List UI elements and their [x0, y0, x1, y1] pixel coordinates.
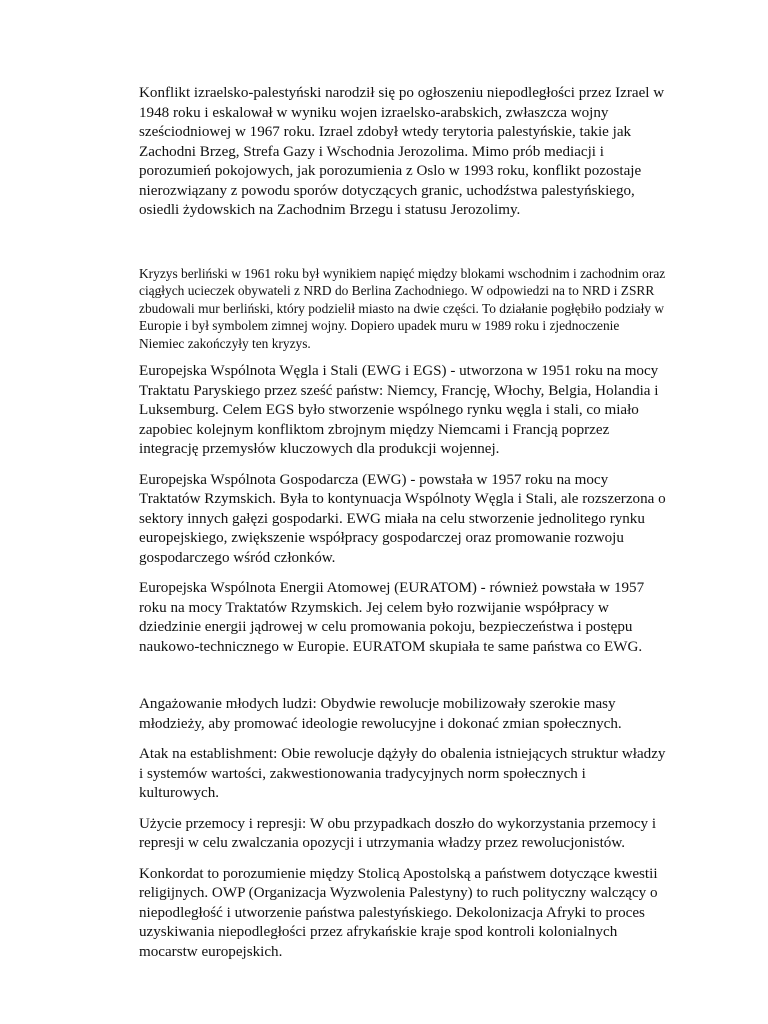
paragraph-attack-on-establishment: Atak na establishment: Obie rewolucje dążyły do obalenia istniejących struktur władzy i systemów wartości, zakwestionowania tradycyjnych norm społecznych i kulturowych.: [139, 746, 666, 801]
paragraph-euratom: Europejska Wspólnota Energii Atomowej (EURATOM) - również powstała w 1957 roku na mocy Traktatów Rzymskich. Jej celem było rozwijanie współpracy w dziedzinie energii jądrowej w celu promowania pokoju, bezpieczeństwa i postępu naukowo-technicznego w Europie. EURATOM skupiała te same państwa co EWG.: [139, 580, 645, 655]
paragraph-ecsc: Europejska Wspólnota Węgla i Stali (EWG i EGS) - utworzona w 1951 roku na mocy Traktatu Paryskiego przez sześć państw: Niemcy, Francję, Włochy, Belgia, Holandia i Luksemburg. Celem EGS było stworzenie wspólnego rynku węgla i stali, co miało zapobiec kolejnym konfliktom zbrojnym między Niemcami i Francją poprzez integrację przemysłów kluczowych dla produkcji wojennej.: [139, 363, 659, 457]
paragraph-youth-engagement: Angażowanie młodych ludzi: Obydwie rewolucje mobilizowały szerokie masy młodzieży, aby promować ideologie rewolucyjne i dokonać zmian społecznych.: [139, 696, 622, 732]
paragraph-violence-and-repression: Użycie przemocy i represji: W obu przypadkach doszło do wykorzystania przemocy i represji w celu zwalczania opozycji i utrzymania władzy przez rewolucjonistów.: [139, 815, 657, 851]
paragraph-israeli-palestinian-conflict: Konflikt izraelsko-palestyński narodził się po ogłoszeniu niepodległości przez Izrael w 1948 roku i eskalował w wyniku wojen izraelsko-arabskich, zwłaszcza wojny sześciodniowej w 1967 roku. Izrael zdobył wtedy terytoria palestyńskie, takie jak Zachodni Brzeg, Strefa Gazy i Wschodnia Jerozolima. Mimo prób mediacji i porozumień pokojowych, jak porozumienia z Oslo w 1993 roku, konflikt pozostaje nierozwiązany z powodu sporów dotyczących granic, uchodźstwa palestyńskiego, osiedli żydowskich na Zachodnim Brzegu i statusu Jerozolimy.: [139, 85, 665, 218]
paragraph-eec: Europejska Wspólnota Gospodarcza (EWG) - powstała w 1957 roku na mocy Traktatów Rzymskich. Była to kontynuacja Wspólnoty Węgla i Stali, ale rozszerzona o sektory innych gałęzi gospodarki. EWG miała na celu stworzenie jednolitego rynku europejskiego, zwiększenie współpracy gospodarczej oraz promowanie rozwoju gospodarczego wśród członków.: [139, 471, 666, 566]
paragraph-berlin-crisis: Kryzys berliński w 1961 roku był wynikiem napięć między blokami wschodnim i zachodnim oraz ciągłych ucieczek obywateli z NRD do Berlina Zachodniego. W odpowiedzi na to NRD i ZSRR zbudowali mur berliński, który podzielił miasto na dwie części. To działanie pogłębiło podziały w Europie i był symbolem zimnej wojny. Dopiero upadek muru w 1989 roku i zjednoczenie Niemiec zakończyły ten kryzys.: [139, 265, 666, 351]
paragraph-concordat-plo-decolonization: Konkordat to porozumienie między Stolicą Apostolską a państwem dotyczące kwestii religijnych. OWP (Organizacja Wyzwolenia Palestyny) to ruch polityczny walczący o niepodległość i utworzenie państwa palestyńskiego. Dekolonizacja Afryki to proces uzyskiwania niepodległości przez afrykańskie kraje spod kontroli kolonialnych mocarstw europejskich.: [139, 865, 658, 960]
